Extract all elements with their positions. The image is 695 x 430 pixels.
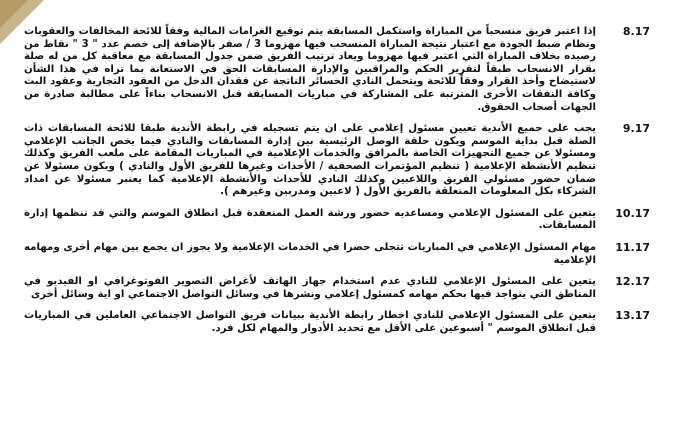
clause-number: 13.17 <box>615 309 650 323</box>
clause-text: إذا اعتبر فريق منسحباً من المباراة واستكمل المسابقة يتم توقيع الغرامات المالية وفقاً للائحة المخالفات والعقوبات ونظام ضبط الجودة مع اعتبار نتيجة المباراة المنسحب فيها مهزوما 3 / صفر بالإضافة إلى خصم عدد " 3 " نقاط من رصيده بخلاف المباراة التي اعتبر فيها مهزوما ويعاد ترتيب الفريق ضمن جدول المسابقة مع معاقبة كل من له صلة بقرار الانسحاب طبقاً لتقرير الحكم والمراقبين والإدارة المسابقات الحق في الاستعانة بما تراه في هذا الشأن لاستيضاح وأخذ القرار وفقاً للائحة ويتحمل النادي الخسائر الناتجة عن فقدان الدخل من العقود التجارية وعقود البث وكافة النفقات الأخرى المترتبة على المشاركة في مباريات المسابقة قبل الانسحاب بناءاً على مطالبة صادرة من الجهات أصحاب الحقوق. <box>24 26 596 113</box>
clause-11-17 <box>24 242 654 267</box>
clause-number: 12.17 <box>615 275 650 289</box>
regulations-document <box>24 26 654 344</box>
clause-text: يجب على جميع الأندية تعيين مسئول إعلامي على ان يتم تسجيله في رابطة الأندية طبقا للائحة المسابقات ذات الصلة قبل بداية الموسم ويكون حلقة الوصل الرئيسية بين إدارة المسابقات والنادي فيما يخص الجانب الإعلامي ومسئولا عن جميع التجهيزات الخاصة بالمرافق والخدمات الإعلامية في المباريات المقامة على ملعب الفريق وكذلك تنظيم الأنشطة الإعلامية ( تنظيم المؤتمرات الصحفية / الأحداث وغيرها للفريق الأول والنادي ) ويكون مسئولا عن ضمان حضور مسئولي الفريق واللاعبين وكذلك النادي للأحداث والأنشطة الإعلامية كما يعتبر مسئولا عن امداد الشركاء بكل المعلومات المتعلقة بالفريق الأول ( لاعبين ومدربين وغيرهم ). <box>24 123 596 198</box>
clause-10-17 <box>24 208 654 233</box>
clause-12-17 <box>24 276 654 301</box>
clause-9-17 <box>24 123 654 199</box>
decorative-corner-inner <box>0 0 28 28</box>
clause-text: مهام المسئول الإعلامي في المباريات تتجلى حصرا في الخدمات الإعلامية ولا يجوز ان يجمع بين مهام أخرى ومهامه الإعلامية <box>24 241 596 266</box>
clause-13-17 <box>24 310 654 335</box>
clause-number: 9.17 <box>622 122 650 136</box>
clause-text: يتعين على المسئول الإعلامي للنادي عدم استخدام جهاز الهاتف لأغراض التصوير الفوتوغرافي او الفيديو في المناطق التي يتواجد فيها بحكم مهامه كمسئول إعلامي ونشرها في وسائل التواصل الاجتماعي او اية وسائل أخرى <box>24 276 596 300</box>
clause-8-17 <box>24 26 654 114</box>
clause-number: 11.17 <box>615 240 650 254</box>
clause-text: يتعين على المسئول الإعلامي للنادي اخطار رابطة الأندية ببيانات فريق التواصل الاجتماعي العاملين في المباريات قبل انطلاق الموسم " أسبوعين على الأقل مع تحديد الأدوار والمهام لكل فرد. <box>24 310 596 334</box>
clause-number: 8.17 <box>622 25 650 38</box>
clause-number: 10.17 <box>615 206 650 220</box>
clause-text: يتعين على المسئول الإعلامي ومساعديه حضور ورشة العمل المنعقدة قبل انطلاق الموسم والتي قد تنظمها إدارة المسابقات. <box>24 207 596 232</box>
